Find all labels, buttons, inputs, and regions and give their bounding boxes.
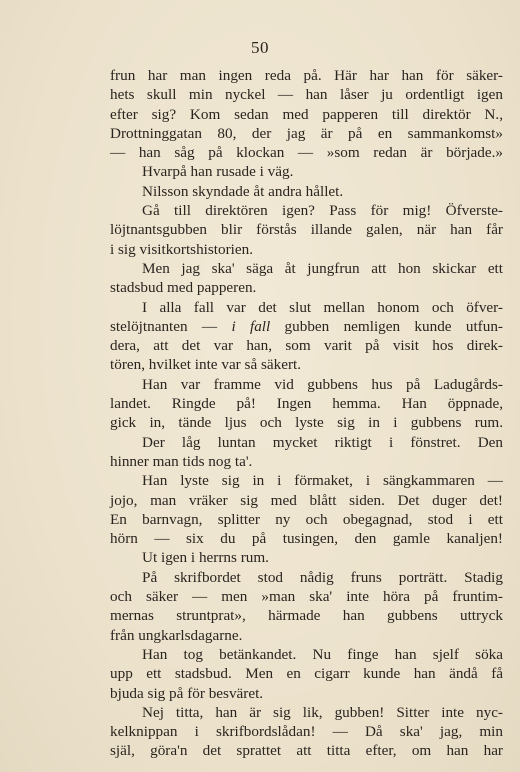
text-line: En barnvagn, splitter ny och obegagnad, stod i ett — [110, 510, 503, 528]
text-line: hörn — six du på tusingen, den gamle kanaljen! — [110, 530, 503, 548]
text-line: kelknippan i skrifbordslådan! — Då ska' jag, min — [110, 723, 503, 741]
text-line: Drottninggatan 80, der jag är på en sammankomst» — [110, 124, 503, 142]
text-line: Nej titta, han är sig lik, gubben! Sitter inte nyc- — [142, 703, 503, 721]
text-line: hinner man tids nog ta'. — [110, 452, 253, 470]
text-line: stadsbud med papperen. — [110, 279, 257, 297]
text-line: själ, göra'n det sprattet att titta efter, om han har — [110, 742, 503, 760]
text-line: landet. Ringde på! Ingen hemma. Han öppnade, — [110, 395, 503, 413]
text-line: Men jag ska' säga åt jungfrun att hon skickar ett — [142, 259, 503, 277]
text-line: Han var framme vid gubbens hus på Ladugårds- — [142, 375, 503, 393]
text-line: tören, hvilket inte var så säkert. — [110, 356, 302, 374]
body-text — [110, 66, 503, 761]
text-line: På skrifbordet stod nådig fruns porträtt. Stadig — [142, 568, 503, 586]
text-line: och säker — men »man ska' inte höra på fruntim- — [110, 588, 503, 606]
text-line: Ut igen i herrns rum. — [142, 549, 269, 567]
text-line: dera, att det var han, som varit på visit hos direk- — [110, 337, 503, 355]
text-line: löjtnantsgubben blir förstås illande galen, när han får — [110, 221, 503, 239]
text-line: Der låg luntan mycket riktigt i fönstret. Den — [142, 433, 503, 451]
text-line: stelöjtnanten — i fall gubben nemligen kunde utfun- — [110, 317, 503, 335]
text-line: upp ett stadsbud. Men en cigarr kunde han ändå få — [110, 665, 503, 683]
text-line: bjuda sig på för besväret. — [110, 684, 264, 702]
italic-phrase: i fall — [231, 317, 271, 335]
text-line: i sig visitkortshistorien. — [110, 240, 254, 258]
text-line: Nilsson skyndade åt andra hållet. — [142, 182, 344, 200]
text-line: frun har man ingen reda på. Här har han för säker- — [110, 67, 503, 84]
text-line: mernas struntprat», härmade han gubbens uttryck — [110, 607, 503, 625]
text-line: efter sig? Kom sedan med papperen till direktör N., — [110, 105, 503, 123]
text-line: I alla fall var det slut mellan honom och öfver- — [142, 298, 503, 316]
text-line: Hvarpå han rusade i väg. — [142, 163, 294, 181]
text-line: hets skull min nyckel — han låser ju ordentligt igen — [110, 86, 503, 104]
text-line: gick in, tände ljus och lyste sig in i gubbens rum. — [110, 414, 503, 432]
text-line: Han tog betänkandet. Nu finge han sjelf söka — [142, 645, 503, 663]
text-line: Gå till direktören igen? Pass för mig! Öfverste- — [142, 202, 503, 220]
text-line: från ungkarlsdagarne. — [110, 626, 243, 644]
page-number: 50 — [251, 38, 269, 57]
text-line: jojo, man vräker sig med blått siden. Det duger det! — [110, 491, 503, 509]
text-line: Han lyste sig in i förmaket, i sängkammaren — — [142, 472, 503, 490]
text-line: — han såg på klockan — »som redan är började.» — [110, 144, 503, 162]
